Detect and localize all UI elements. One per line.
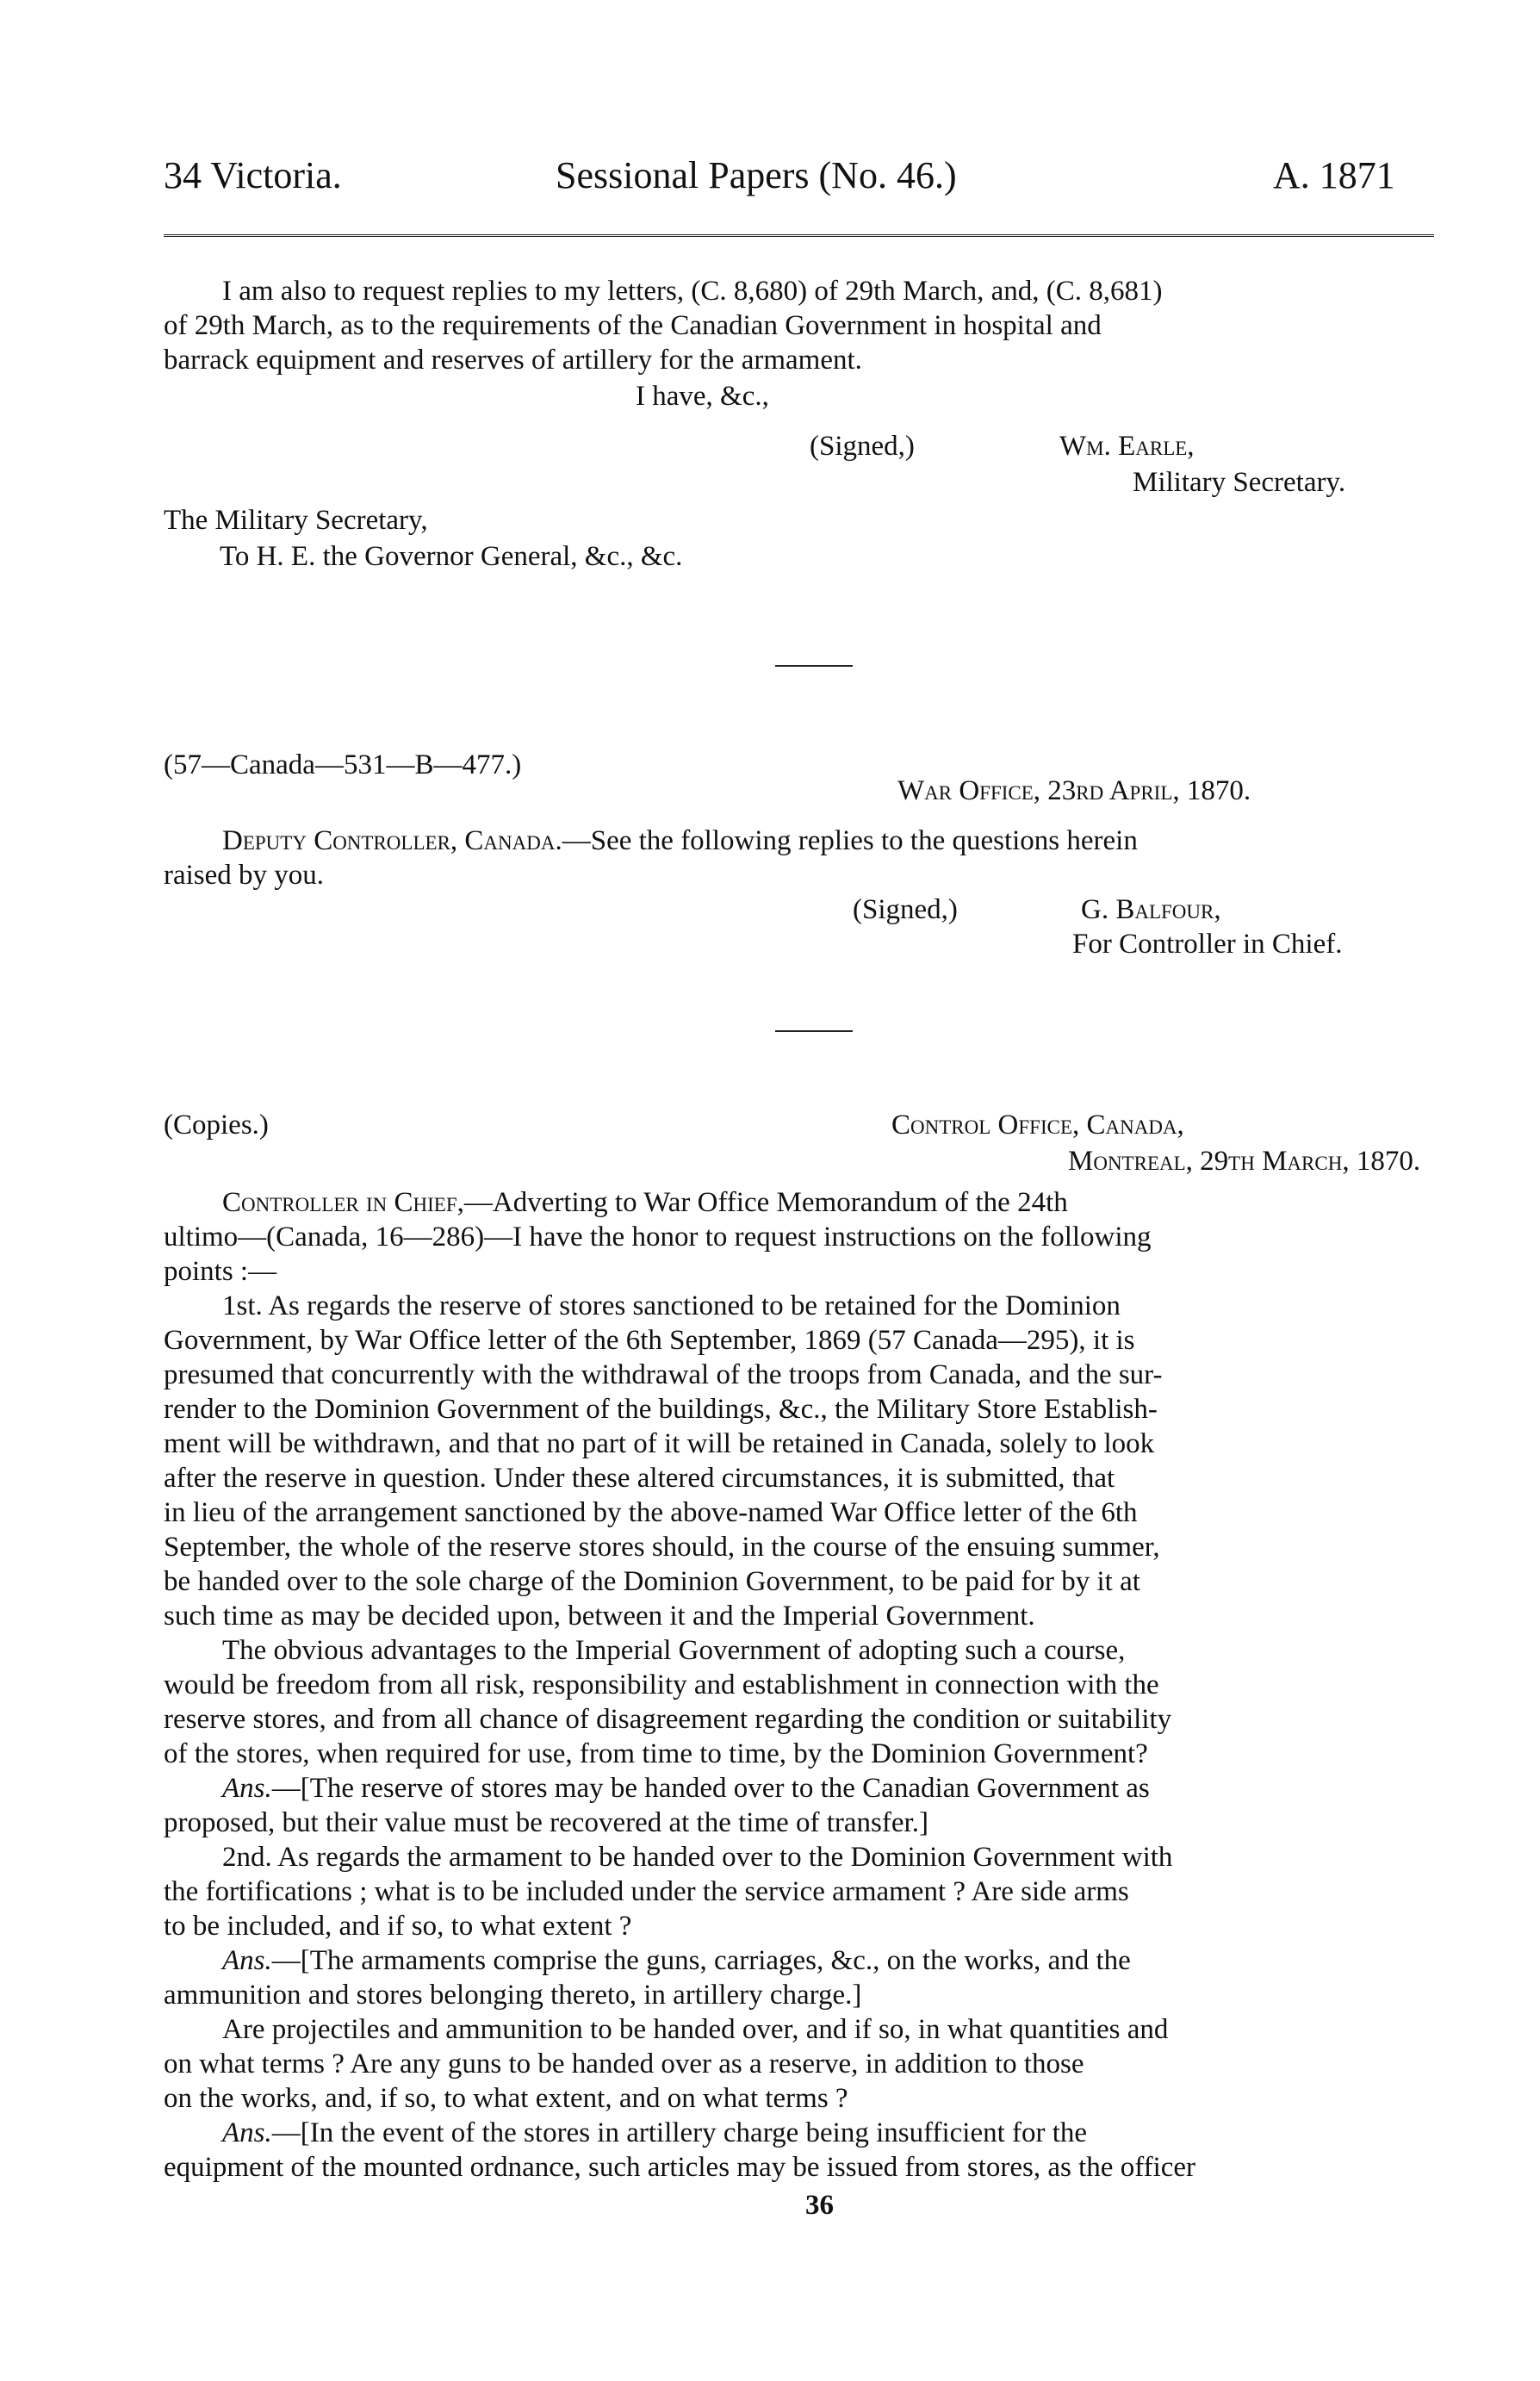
para1-line: in lieu of the arrangement sanctioned by the above-named War Office letter of the 6th [164,1497,1138,1528]
para1-line: 1st. As regards the reserve of stores sanctioned to be retained for the Dominion [222,1290,1121,1321]
letter3-answer2 [164,1943,1451,2012]
para3-line: the fortifications ; what is to be included under the service armament ? Are side arms [164,1876,1129,1907]
answer1-line [164,1771,1451,1806]
letter3-salutation: Controller in Chief, [222,1187,464,1218]
para1-line: September, the whole of the reserve stores should, in the course of the ensuing summer, [164,1532,1160,1563]
answer1-line: proposed, but their value must be recovered at the time of transfer.] [164,1807,928,1838]
answer-label: Ans. [222,2117,272,2148]
letter2-dateline-text: War Office, 23rd April, 1870. [897,775,1251,806]
para1-line: Government, by War Office letter of the 6th September, 1869 (57 Canada—295), it is [164,1325,1135,1356]
answer3-line: equipment of the mounted ordnance, such articles may be issued from stores, as the officer [164,2152,1196,2183]
letter2-addressee: Deputy Controller, Canada. [222,825,562,856]
letter2-line1 [222,824,1138,858]
letter3-opening-line: points :— [164,1256,277,1287]
letter3-place-date-text: Montreal, 29th March, 1870. [1068,1146,1421,1177]
letter2-signer-name: G. Balfour, [1081,894,1221,925]
letter3-opening-line [164,1185,1451,1220]
para1-line: render to the Dominion Government of the buildings, &c., the Military Store Establish- [164,1394,1158,1425]
letter1-addressee-line2: To H. E. the Governor General, &c., &c. [220,541,683,572]
letter1-line: barrack equipment and reserves of artillery for the armament. [164,345,862,376]
answer2-text: —[The armaments comprise the guns, carriages, &c., on the works, and the [271,1945,1131,1976]
answer3-text: —[In the event of the stores in artillery charge being insufficient for the [271,2117,1088,2148]
letter2-line1-rest: —See the following replies to the questions herein [562,825,1138,856]
letter3-office: Control Office, Canada, [891,1110,1184,1141]
letter2-line2: raised by you. [164,860,325,891]
letter1-line: of 29th March, as to the requirements of the Canadian Government in hospital and [164,310,1102,341]
answer-label: Ans. [222,1773,272,1804]
answer1-text: —[The reserve of stores may be handed over to the Canadian Government as [271,1773,1150,1804]
para4-line: Are projectiles and ammunition to be handed over, and if so, in what quantities and [222,2014,1169,2045]
para1-line: be handed over to the sole charge of the Dominion Government, to be paid for by it at [164,1566,1140,1597]
letter3-opening-line: ultimo—(Canada, 16—286)—I have the honor to request instructions on the following [164,1222,1152,1253]
para1-line: presumed that concurrently with the withdrawal of the troops from Canada, and the sur- [164,1359,1163,1390]
para2-line: of the stores, when required for use, from time to time, by the Dominion Government? [164,1738,1148,1769]
para4-line: on the works, and, if so, to what extent, and on what terms ? [164,2083,848,2114]
letter3-para3 [164,1840,1451,1943]
para2-line: would be freedom from all risk, responsibility and establishment in connection with the [164,1669,1159,1700]
answer2-line: ammunition and stores belonging thereto, in artillery charge.] [164,1980,862,2011]
para2-line: The obvious advantages to the Imperial Government of adopting such a course, [222,1635,1126,1666]
letter3-copies: (Copies.) [164,1110,269,1141]
letter1-line: I am also to request replies to my letters, (C. 8,680) of 29th March, and, (C. 8,681) [222,276,1163,307]
letter2-reference: (57—Canada—531—B—477.) [164,749,522,780]
letter3-para2 [164,1633,1451,1771]
letter2-signer-title: For Controller in Chief. [1072,929,1343,960]
letter2-dateline [897,774,1251,808]
answer-label: Ans. [222,1945,272,1976]
page-number: 36 [805,2190,834,2221]
para4-line: on what terms ? Are any guns to be handed over as a reserve, in addition to those [164,2048,1084,2079]
header-rule [164,234,1434,240]
para3-line: to be included, and if so, to what extent ? [164,1911,632,1942]
letter1-body [164,274,1451,377]
para1-line: after the reserve in question. Under these altered circumstances, it is submitted, that [164,1463,1115,1494]
para3-line: 2nd. As regards the armament to be handed over to the Dominion Government with [222,1842,1173,1873]
answer3-line [164,2116,1451,2150]
letter3-opening-text: —Adverting to War Office Memorandum of the 24th [463,1187,1068,1218]
letter3-para4 [164,2012,1451,2116]
letter1-addressee: The Military Secretary, [164,505,428,536]
letter2-signed: (Signed,) [853,894,958,925]
header-title: Sessional Papers (No. 46.) [556,154,957,196]
section-divider [775,665,853,667]
letter1-signer-title: Military Secretary. [1133,467,1346,498]
letter3-place-date [1068,1144,1420,1178]
letter1-signed: (Signed,) [810,431,915,462]
para2-line: reserve stores, and from all chance of disagreement regarding the condition or suitability [164,1704,1172,1735]
letter1-signer-name: Wm. Earle, [1059,431,1195,462]
letter3-answer3 [164,2116,1451,2185]
letter1-closing: I have, &c., [636,381,769,412]
section-divider [775,1030,853,1032]
letter3-opening [164,1185,1451,1289]
letter3-para1 [164,1289,1451,1633]
answer2-line [164,1943,1451,1978]
header-session: 34 Victoria. [164,154,342,196]
letter3-answer1 [164,1771,1451,1840]
header-year: A. 1871 [1273,154,1395,196]
para1-line: ment will be withdrawn, and that no part of it will be retained in Canada, solely to look [164,1428,1155,1459]
para1-line: such time as may be decided upon, between it and the Imperial Government. [164,1601,1035,1632]
